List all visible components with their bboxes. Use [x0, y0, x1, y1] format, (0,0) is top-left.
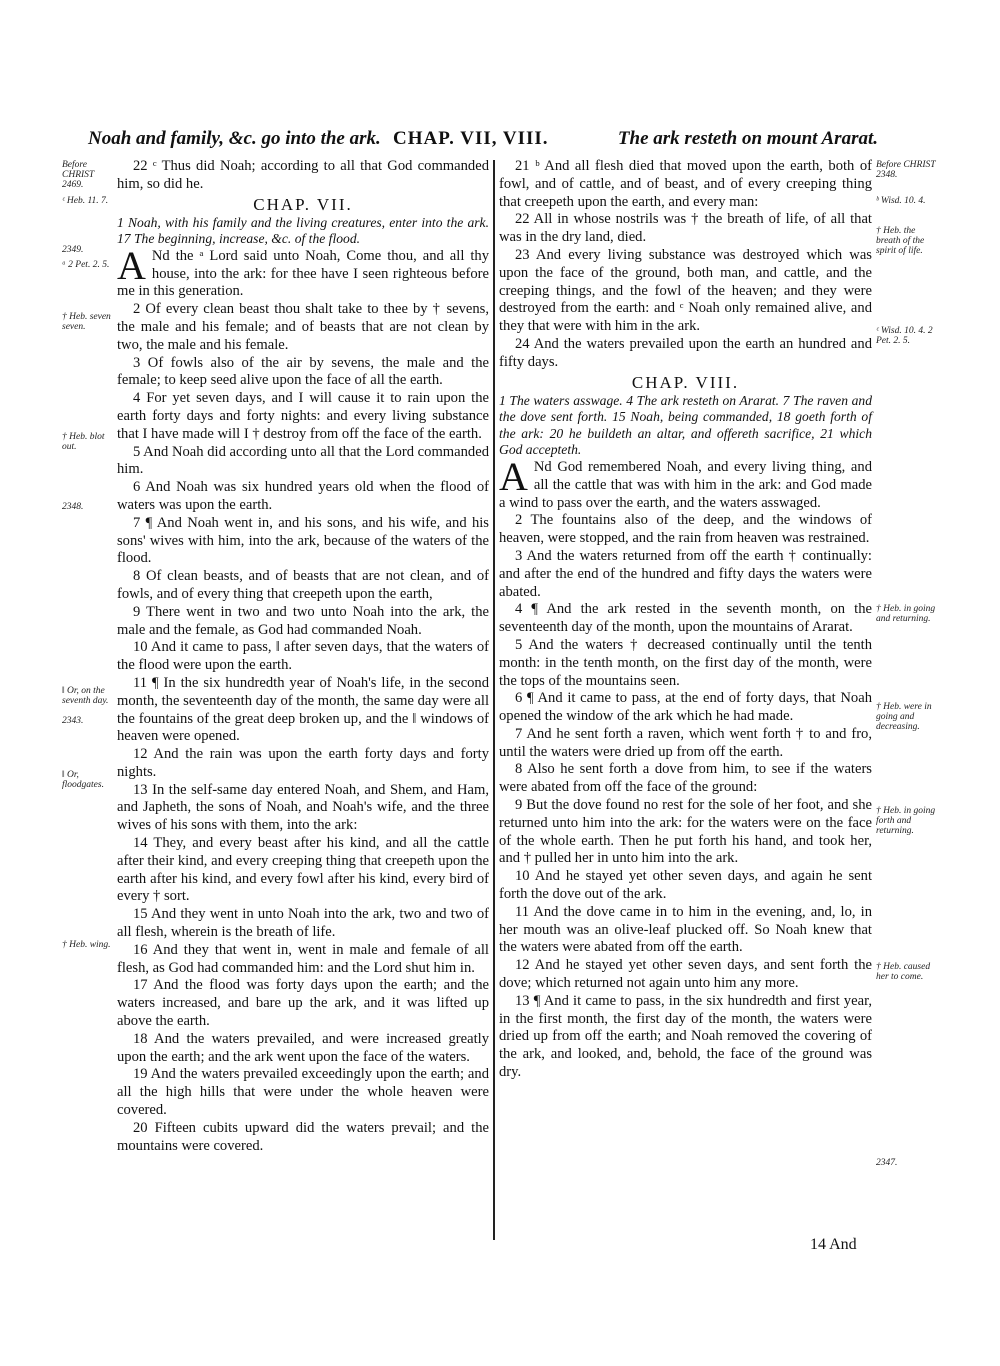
verse: 8 Also he sent forth a dove from him, to see if the waters were abated from off the face of the ground: — [499, 761, 872, 796]
verse: 3 Of fowls also of the air by sevens, the male and the female; to keep seed alive upon the face of all the earth. — [117, 354, 489, 389]
header-center: CHAP. VII, VIII. — [393, 128, 549, 149]
verse: 21 ᵇ And all flesh died that moved upon the earth, both of fowl, and of cattle, and of beast, and of every creeping thing that creepeth upon the earth, and every man: — [499, 158, 872, 210]
verse: 4 For yet seven days, and I will cause it to rain upon the earth forty days and forty nights: and every living substance that I have made will I † destroy from off the face of the earth. — [117, 390, 489, 442]
verse: 13 ¶ And it came to pass, in the six hundredth and first year, in the first month, the first day of the month, the waters were dried up from off the earth; and Noah removed the covering of the ark, and looked, and, behold, the face of the ground was dry. — [499, 992, 872, 1081]
verse: 14 They, and every beast after his kind, and all the cattle after their kind, and every creeping thing that creepeth upon the earth after his kind, and every fowl after his kind, every bird of every † sort. — [117, 835, 489, 905]
verse: 22 All in whose nostrils was † the breath of life, of all that was in the dry land, died. — [499, 211, 872, 246]
verse: 19 And the waters prevailed exceedingly upon the earth; and all the high hills that were under the whole heaven were covered. — [117, 1066, 489, 1119]
verse: 22 ᶜ Thus did Noah; according to all that God commanded him, so did he. — [117, 158, 489, 192]
verse: 11 And the dove came in to him in the evening, and, lo, in her mouth was an olive-leaf plucked off. So Noah knew that the waters were abated from off the earth. — [499, 903, 872, 956]
margin-before-christ-left: Before CHRIST 2469. — [62, 160, 95, 190]
verse: 7 And he sent forth a raven, which went forth † to and fro, until the waters were dried up from off the earth. — [499, 725, 872, 760]
right-column — [499, 158, 872, 1082]
verse: 15 And they went in unto Noah into the ark, two and two of all flesh, wherein is the breath of life. — [117, 906, 489, 941]
margin-year: 2349. — [62, 245, 84, 255]
verse: 9 But the dove found no rest for the sole of her foot, and she returned unto him into the ark: for the waters were on the face of the whole earth. Then he put forth his hand, and took her, and † pulled her in unto him into the ark. — [499, 797, 872, 867]
verse: 2 Of every clean beast thou shalt take to thee by † sevens, the male and his female; and of beasts that are not clean by two, the male and his female. — [117, 301, 489, 353]
margin-note: † Heb. blot out. — [62, 432, 105, 452]
verse: 17 And the flood was forty days upon the earth; and the waters increased, and bare up the ark, and it was lifted up above the earth. — [117, 977, 489, 1030]
chapter-summary: 1 The waters asswage. 4 The ark resteth on Ararat. 7 The raven and the dove sent forth. 15 Noah, being commanded, 18 goeth forth of the ark: 20 he buildeth an altar, and offereth sacrifice, 21 which God accepteth. — [499, 392, 872, 458]
margin-year: 2348. — [62, 502, 84, 512]
drop-cap: A — [117, 242, 146, 288]
margin-year: 2343. — [62, 716, 84, 726]
header-right: The ark resteth on mount Ararat. — [617, 128, 878, 149]
chapter-heading-viii: CHAP. VIII. — [631, 372, 740, 392]
verse: 2 The fountains also of the deep, and the windows of heaven, were stopped, and the rain from heaven was restrained. — [499, 512, 872, 547]
verse: 7 ¶ And Noah went in, and his sons, and his wife, and his sons' wives with him, into the ark, because of the waters of the flood. — [117, 514, 489, 567]
verse: 20 Fifteen cubits upward did the waters prevail; and the mountains were covered. — [117, 1119, 489, 1154]
verse: 10 And he stayed yet other seven days, and again he sent forth the dove out of the ark. — [499, 868, 872, 903]
verse: 3 And the waters returned from off the earth † continually: and after the end of the hundred and fifty days the waters were abated. — [499, 547, 872, 600]
verse: 11 ¶ In the six hundredth year of Noah's life, in the second month, the seventeenth day of the month, the same day were all the fountains of the great deep broken up, and the ‖ windows of heaven were opened. — [117, 674, 489, 745]
verse: 6 ¶ And it came to pass, at the end of forty days, that Noah opened the window of the ark which he had made. — [499, 690, 872, 725]
margin-note: † Heb. caused her to come. — [876, 962, 931, 982]
chapter-summary: 1 Noah, with his family and the living creatures, enter into the ark. 17 The beginning, increase, &c. of the flood. — [117, 214, 489, 247]
verse: 12 And the rain was upon the earth forty days and forty nights. — [117, 746, 489, 780]
margin-note: ‖ Or, on the seventh day. — [62, 686, 109, 706]
verse: 4 ¶ And the ark rested in the seventh month, on the seventeenth day of the month, upon the mountains of Ararat. — [499, 601, 872, 636]
verse: 24 And the waters prevailed upon the earth an hundred and fifty days. — [499, 335, 872, 370]
verse: A Nd the ᵃ Lord said unto Noah, Come thou, and all thy house, into the ark: for thee have I seen righteous before me in this generation. — [117, 242, 489, 300]
verse: 5 And Noah did according unto all that the Lord commanded him. — [117, 443, 489, 478]
catchword: 14 And — [810, 1236, 857, 1253]
chapter-heading-vii: CHAP. VII. — [253, 194, 353, 214]
verse: 16 And they that went in, went in male and female of all flesh, as God had commanded him: and the Lord shut him in. — [117, 941, 489, 976]
verse: 23 And every living substance was destroyed which was upon the face of the ground, both man, and cattle, and the creeping things, and the fowl of the heaven; and they were destroyed from the earth: and ᶜ Noah only remained alive, and they that were with him in the ark. — [499, 246, 872, 335]
verse: 9 There went in two and two unto Noah into the ark, the male and the female, as God had commanded Noah. — [117, 603, 489, 638]
margin-note: † Heb. were in going and decreasing. — [876, 702, 932, 732]
header-left: Noah and family, &c. go into the ark. — [88, 128, 381, 149]
column-divider — [493, 160, 495, 1240]
verse: 12 And he stayed yet other seven days, and sent forth the dove; which returned not again unto him any more. — [499, 957, 872, 992]
margin-note: † Heb. wing. — [62, 940, 111, 950]
verse: 18 And the waters prevailed, and were increased greatly upon the earth; and the ark went upon the face of the waters. — [117, 1030, 489, 1065]
drop-cap: A — [499, 453, 528, 499]
margin-note: ᶜ Wisd. 10. 4. 2 Pet. 2. 5. — [876, 326, 933, 346]
margin-year: 2347. — [876, 1158, 898, 1168]
margin-note: ‖ Or, floodgates. — [62, 770, 104, 790]
verse: 13 In the self-same day entered Noah, and Shem, and Ham, and Japheth, the sons of Noah, and Noah's wife, and the three wives of his sons with them, into the ark: — [117, 781, 489, 834]
margin-note: † Heb. seven seven. — [62, 312, 111, 332]
margin-note: † Heb. in going forth and returning. — [876, 806, 936, 836]
verse: 6 And Noah was six hundred years old when the flood of waters was upon the earth. — [117, 479, 489, 513]
verse: 10 And it came to pass, ‖ after seven days, that the waters of the flood were upon the earth. — [117, 639, 489, 674]
verse: A Nd God remembered Noah, and every living thing, and all the cattle that was with him in the ark: and God made a wind to pass over the earth, and the waters asswaged. — [499, 453, 872, 511]
margin-note: † Heb. the breath of the spirit of life. — [876, 226, 925, 256]
margin-note: ᵃ 2 Pet. 2. 5. — [62, 260, 110, 270]
running-header — [88, 128, 878, 154]
left-column — [117, 158, 489, 1155]
margin-note: ᵇ Wisd. 10. 4. — [876, 196, 926, 206]
verse: 8 Of clean beasts, and of beasts that are not clean, and of fowls, and of every thing that creepeth upon the earth, — [117, 568, 489, 602]
verse: 5 And the waters † decreased continually until the tenth month: in the tenth month, on the first day of the month, were the tops of the mountains seen. — [499, 636, 872, 689]
margin-note: ᶜ Heb. 11. 7. — [62, 196, 109, 206]
margin-before-christ-right: Before CHRIST 2348. — [876, 160, 936, 180]
margin-note: † Heb. in going and returning. — [876, 604, 936, 624]
